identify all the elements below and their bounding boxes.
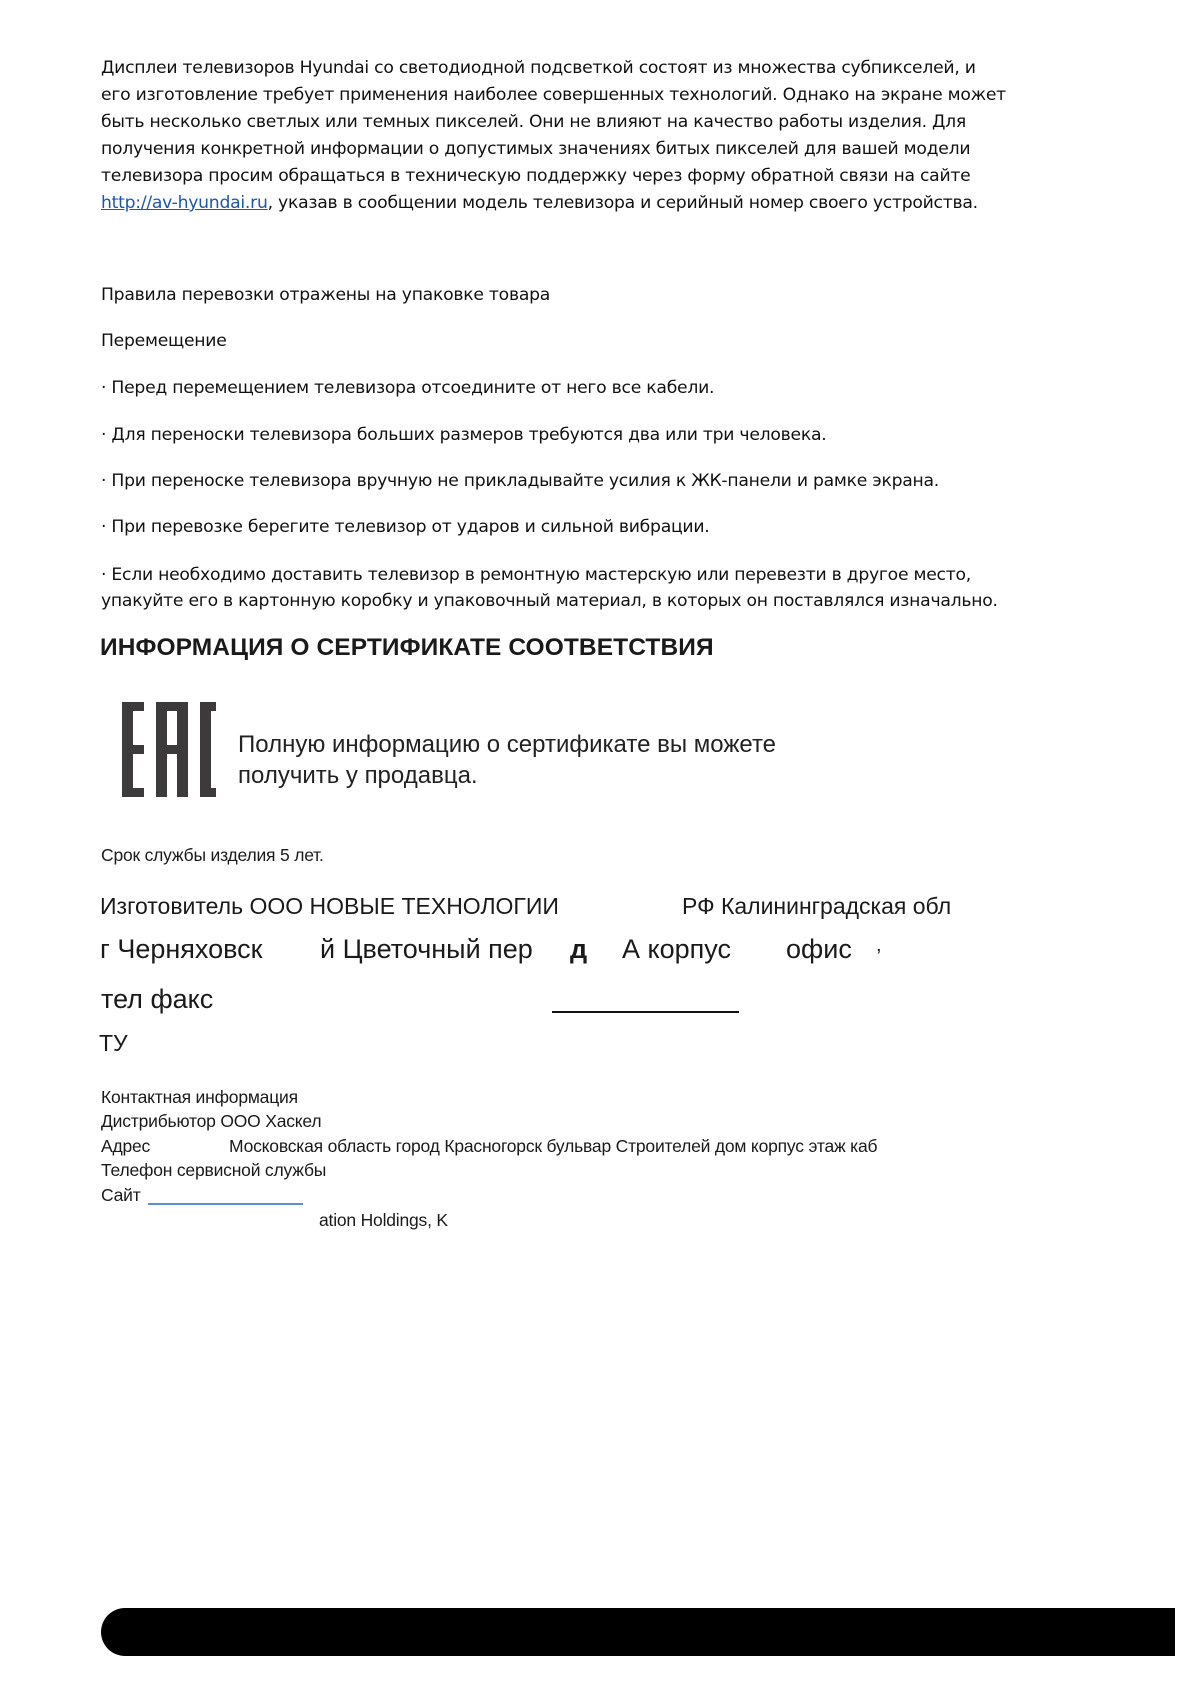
certificate-text-line: получить у продавца. — [238, 762, 478, 789]
contact-title: Контактная информация — [101, 1087, 298, 1107]
manufacturer-street: й Цветочный пер — [320, 934, 533, 964]
manufacturer-house-label: д — [570, 934, 588, 964]
footer-bar — [101, 1608, 1175, 1656]
manufacturer-phone-fax: тел факс — [101, 984, 214, 1014]
contact-distributor: Дистрибьютор ООО Хаскел — [101, 1111, 322, 1131]
manufacturer-comma: , — [876, 934, 882, 956]
contact-site-label: Сайт — [101, 1185, 141, 1205]
transport-bullet-last-line2: упакуйте его в картонную коробку и упаковочный материал, в которых он поставлялся изначально. — [101, 591, 998, 611]
certificate-text-line: Полную информацию о сертификате вы можете — [238, 731, 777, 758]
intro-line: его изготовление требует применения наиболее совершенных технологий. Однако на экране может — [101, 85, 1006, 105]
transport-title: Перемещение — [101, 331, 227, 351]
transport-bullet: · При переноске телевизора вручную не прикладывайте усилия к ЖК-панели и рамке экрана. — [101, 471, 940, 491]
transport-rule: Правила перевозки отражены на упаковке товара — [101, 285, 551, 305]
intro-line: Дисплеи телевизоров Hyundai со светодиодной подсветкой состоят из множества субпикселей, и — [101, 58, 976, 78]
manufacturer-name: Изготовитель ООО НОВЫЕ ТЕХНОЛОГИИ — [100, 893, 559, 919]
intro-line-rest: , указав в сообщении модель телевизора и серийный номер своего устройства. — [267, 193, 978, 213]
support-site-link[interactable]: http://av-hyundai.ru — [101, 193, 268, 213]
transport-bullet: · Для переноски телевизора больших размеров требуются два или три человека. — [101, 425, 827, 445]
eac-logo-icon — [122, 702, 216, 797]
manufacturer-building: А корпус — [622, 934, 731, 964]
transport-bullet: · Перед перемещением телевизора отсоедините от него все кабели. — [101, 378, 715, 398]
contact-address-value: Московская область город Красногорск бульвар Строителей дом корпус этаж каб — [229, 1136, 878, 1156]
manufacturer-tu: ТУ — [99, 1030, 128, 1056]
intro-line: получения конкретной информации о допустимых значениях битых пикселей для вашей модели — [101, 139, 971, 159]
contact-address-label: Адрес — [101, 1136, 151, 1156]
intro-line: телевизора просим обращаться в техническую поддержку через форму обратной связи на сайте — [101, 166, 971, 186]
manufacturer-city: г Черняховск — [100, 934, 263, 964]
site-link-underline[interactable] — [148, 1203, 303, 1205]
intro-line-last — [101, 189, 978, 218]
blank-underline — [552, 1011, 739, 1013]
contact-fragment: ation Holdings, K — [319, 1210, 448, 1230]
intro-line: быть несколько светлых или темных пикселей. Они не влияют на качество работы изделия. Для — [101, 112, 967, 132]
manufacturer-office: офис — [786, 934, 852, 964]
transport-bullet-last-line1: · Если необходимо доставить телевизор в ремонтную мастерскую или перевезти в другое место, — [101, 565, 971, 585]
transport-bullet: · При перевозке берегите телевизор от ударов и сильной вибрации. — [101, 517, 710, 537]
certificate-heading: ИНФОРМАЦИЯ О СЕРТИФИКАТЕ СООТВЕТСТВИЯ — [100, 634, 714, 661]
service-life: Срок службы изделия 5 лет. — [101, 845, 324, 865]
contact-phone-label: Телефон сервисной службы — [101, 1160, 327, 1180]
manufacturer-region: РФ Калининградская обл — [682, 893, 952, 919]
